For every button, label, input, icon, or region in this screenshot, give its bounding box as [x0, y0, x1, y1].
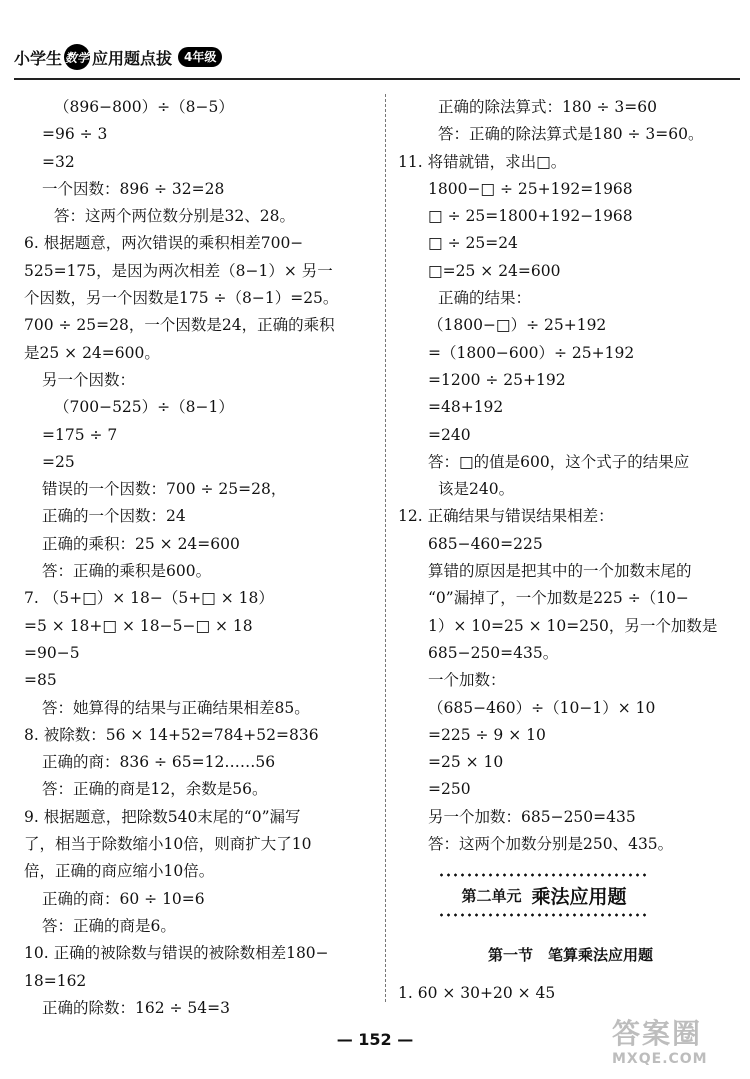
text-line: 是25 × 24=600。	[24, 343, 160, 362]
text-line: =25	[42, 452, 75, 471]
text-line: 答：正确的乘积是600。	[42, 562, 212, 581]
text-line: =96 ÷ 3	[42, 125, 108, 144]
math-badge: 数学	[64, 44, 90, 70]
text-line: =250	[428, 780, 471, 799]
text-line: □ ÷ 25=24	[428, 234, 518, 253]
text-line: 个因数，另一个因数是175 ÷（8−1）=25。	[24, 289, 339, 308]
text-line: 6. 根据题意，两次错误的乘积相差700−	[24, 234, 304, 253]
text-line: =25 × 10	[428, 753, 504, 772]
text-line: 另一个加数：685−250=435	[428, 807, 636, 826]
text-line: =1200 ÷ 25+192	[428, 370, 566, 389]
text-line: 一个因数：896 ÷ 32=28	[42, 179, 225, 198]
text-line: 了，相当于除数缩小10倍，则商扩大了10	[24, 835, 312, 854]
text-line: 答：正确的商是6。	[42, 916, 176, 935]
text-line: 该是240。	[438, 480, 515, 499]
text-line: =5 × 18+□ × 18−5−□ × 18	[24, 616, 253, 635]
text-line: □=25 × 24=600	[428, 261, 561, 280]
book-title-prefix: 小学生	[14, 48, 63, 68]
text-line: （896−800）÷（8−5）	[54, 98, 234, 116]
grade-badge: 4年级	[178, 47, 222, 67]
text-line: 685−460=225	[428, 534, 543, 553]
watermark	[612, 1018, 742, 1074]
text-line: 答：这两个加数分别是250、435。	[428, 835, 674, 854]
left-column	[24, 94, 369, 1022]
text-line: 1）× 10=25 × 10=250，另一个加数是	[428, 616, 718, 635]
text-line: 8. 被除数：56 × 14+52=784+52=836	[24, 725, 319, 744]
text-line: （685−460）÷（10−1）× 10	[428, 698, 656, 717]
text-line: 一个加数：	[428, 671, 506, 690]
problem-1-line: 1. 60 × 30+20 × 45	[398, 984, 556, 1002]
text-line: 9. 根据题意，把除数540末尾的“0”漏写	[24, 807, 301, 826]
banner-dots-bottom	[438, 913, 650, 917]
text-line: 倍，正确的商应缩小10倍。	[24, 862, 215, 881]
text-line: 答：她算得的结果与正确结果相差85。	[42, 698, 310, 717]
banner-dots-top	[438, 873, 650, 877]
text-line: 答：这两个两位数分别是32、28。	[54, 207, 295, 226]
page-number: — 152 —	[336, 1030, 414, 1049]
text-line: 答：正确的商是12，余数是56。	[42, 780, 268, 799]
text-line: =240	[428, 425, 471, 444]
text-line: 1800−□ ÷ 25+192=1968	[428, 179, 633, 198]
column-divider	[385, 94, 386, 1002]
text-line: 正确的结果：	[438, 289, 532, 308]
text-line: （700−525）÷（8−1）	[54, 398, 234, 417]
section-title: 第一节 笔算乘法应用题	[487, 946, 653, 964]
text-line: =32	[42, 152, 75, 171]
text-line: 正确的乘积：25 × 24=600	[42, 534, 240, 553]
watermark-url: MXQE.COM	[612, 1051, 708, 1067]
text-line: 正确的商：836 ÷ 65=12……56	[42, 753, 276, 772]
text-line: 11. 将错就错，求出□。	[398, 152, 567, 171]
right-column	[398, 94, 743, 858]
text-line: 正确的除法算式：180 ÷ 3=60	[438, 98, 657, 116]
unit-title: 乘法应用题	[531, 885, 627, 908]
text-line: “0”漏掉了，一个加数是225 ÷（10−	[428, 589, 689, 608]
page-header	[0, 0, 750, 80]
text-line: 正确的一个因数：24	[42, 507, 186, 526]
text-line: □ ÷ 25=1800+192−1968	[428, 207, 633, 226]
text-line: （1800−□）÷ 25+192	[428, 316, 607, 335]
text-line: =225 ÷ 9 × 10	[428, 725, 546, 744]
text-line: 525=175，是因为两次相差（8−1）× 另一	[24, 261, 333, 280]
text-line: =（1800−600）÷ 25+192	[428, 343, 635, 362]
unit-label: 第二单元	[461, 886, 522, 905]
header-rule	[14, 78, 740, 80]
text-line: 10. 正确的被除数与错误的被除数相差180−	[24, 944, 329, 963]
book-title-suffix: 应用题点拔	[92, 48, 173, 68]
text-line: 12. 正确结果与错误结果相差：	[398, 507, 614, 526]
text-line: 答：正确的除法算式是180 ÷ 3=60。	[438, 125, 704, 144]
text-line: =48+192	[428, 398, 504, 417]
text-line: =90−5	[24, 643, 80, 662]
text-line: 正确的除数：162 ÷ 54=3	[42, 998, 230, 1017]
text-line: 另一个因数：	[42, 370, 136, 389]
text-line: 700 ÷ 25=28，一个因数是24，正确的乘积	[24, 316, 335, 335]
text-line: =175 ÷ 7	[42, 425, 118, 444]
watermark-logo: 答案圈	[612, 1017, 703, 1050]
text-line: 7. （5+□）× 18−（5+□ × 18）	[24, 589, 274, 608]
book-title	[14, 44, 222, 70]
text-line: 正确的商：60 ÷ 10=6	[42, 889, 205, 908]
text-line: =85	[24, 671, 57, 690]
text-line: 685−250=435。	[428, 643, 559, 662]
text-line: 算错的原因是把其中的一个加数末尾的	[428, 562, 692, 581]
text-line: 答：□的值是600，这个式子的结果应	[428, 452, 690, 471]
unit-banner	[438, 873, 650, 917]
text-line: 错误的一个因数：700 ÷ 25=28，	[42, 480, 287, 499]
text-line: 18=162	[24, 971, 87, 990]
